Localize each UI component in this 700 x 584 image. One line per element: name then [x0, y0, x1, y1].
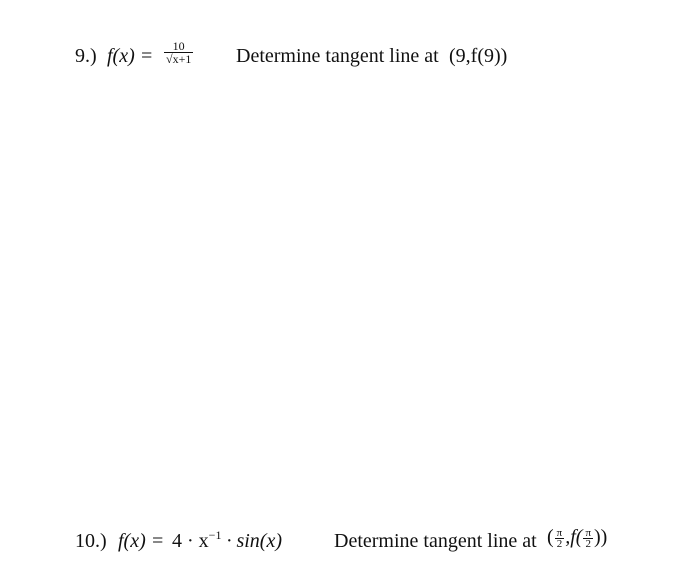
- problem-10-rhs-part-b: · sin(x): [221, 530, 282, 552]
- problem-9: [0, 38, 700, 78]
- problem-10-pi-over-2-b: [583, 528, 593, 549]
- problem-10-pi-num-b: π: [585, 526, 592, 539]
- problem-10-function-rhs: [172, 528, 282, 553]
- problem-10: [0, 523, 700, 563]
- problem-9-numerator: 10: [164, 40, 193, 53]
- problem-9-instruction: Determine tangent line at: [236, 45, 439, 67]
- problem-10-point: [547, 527, 607, 549]
- problem-9-number: 9.): [75, 45, 97, 67]
- problem-10-pi-over-2-a: [555, 528, 565, 549]
- problem-10-rhs-part-a: 4 · x: [172, 530, 209, 552]
- problem-9-fraction: [164, 40, 193, 65]
- problem-10-number: 10.): [75, 530, 107, 552]
- problem-9-denominator: √x+1: [166, 52, 192, 66]
- problem-10-function-lhs: f(x) =: [118, 530, 165, 552]
- problem-10-pi-den-b: 2: [585, 537, 591, 550]
- problem-9-point: (9,f(9)): [449, 45, 508, 67]
- problem-10-exponent: −1: [208, 528, 222, 542]
- problem-10-pi-den-a: 2: [556, 537, 563, 550]
- problem-10-point-mid: ,f(: [565, 526, 583, 548]
- problem-9-function-lhs: f(x) =: [107, 45, 154, 67]
- problem-10-point-close: )): [594, 526, 608, 548]
- problem-10-point-open: (: [547, 526, 554, 548]
- problem-10-pi-num-a: π: [556, 526, 563, 539]
- problem-10-instruction: Determine tangent line at: [334, 530, 537, 552]
